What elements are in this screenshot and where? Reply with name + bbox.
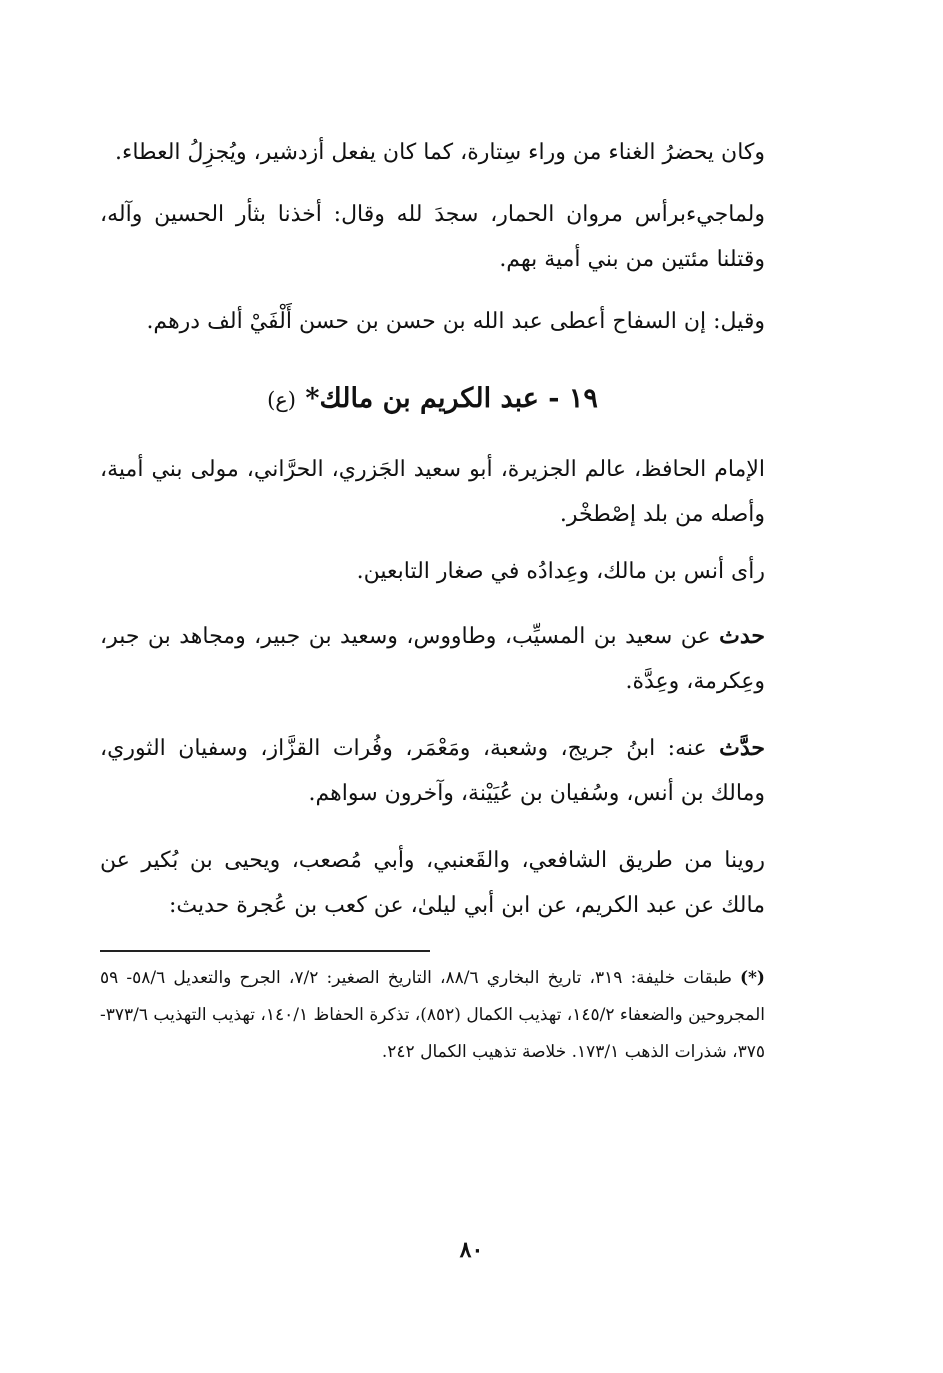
paragraph-saffah-gift (100, 299, 765, 344)
footnote-mark: (*) (740, 968, 765, 988)
paragraph-text: روينا من طريق الشافعي، والقَعنبي، وأبي مُصعب، ويحيى بن بُكير عن مالك عن عبد الكريم، عن ابن أبي ليلىٰ، عن كعب بن عُجرة حديث: (100, 848, 765, 918)
paragraph-marwan-head (100, 192, 765, 282)
footnote (100, 960, 765, 1071)
paragraph-text: عنه: ابنُ جريج، وشعبة، ومَعْمَر، وفُرات القزَّاز، وسفيان الثوري، ومالك بن أنس، وسُفيان بن عُيَيْنة، وآخرون سواهم. (100, 736, 765, 806)
paragraph-lead-word: حدَّث (719, 735, 765, 761)
paragraph-identity (100, 447, 765, 537)
footnote-text: طبقات خليفة: ٣١٩، تاريخ البخاري ٨٨/٦، التاريخ الصغير: ٧/٢، الجرح والتعديل ٥٨/٦- ٥٩ المجروحين والضعفاء ١٤٥/٢، تهذيب الكمال (٨٥٢)، تذكرة الحفاظ ١٤٠/١، تهذيب التهذيب ٣٧٣/٦- ٣٧٥، شذرات الذهب ١٧٣/١. خلاصة تذهيب الكمال ٢٤٢. (100, 968, 765, 1062)
page-number: ٨٠ (459, 1237, 484, 1263)
biography-title: ١٩ - عبد الكريم بن مالك* (305, 383, 598, 414)
paragraph-text: رأى أنس بن مالك، وعِدادُه في صغار التابعين. (356, 559, 765, 584)
paragraph-saw-anas (100, 549, 765, 594)
biography-heading (100, 374, 765, 425)
paragraph-riwaya (100, 838, 765, 928)
biography-tag: (ع) (267, 388, 296, 412)
paragraph-narrated-from (100, 614, 765, 704)
page-body (100, 130, 765, 1071)
paragraph-lead-word: حدث (719, 623, 765, 649)
paragraph-text: ولماجيءبرأس مروان الحمار، سجدَ لله وقال: أخذنا بثأر الحسين وآله، وقتلنا مئتين من بني أمية بهم. (100, 202, 765, 272)
paragraph-text: وقيل: إن السفاح أعطى عبد الله بن حسن بن حسن أَلْفَيْ ألف درهم. (146, 309, 765, 334)
paragraph-text: الإمام الحافظ، عالم الجزيرة، أبو سعيد الجَزري، الحرَّاني، مولى بني أمية، وأصله من بلد إصْطخْر. (100, 457, 765, 527)
paragraph-text: عن سعيد بن المسيِّب، وطاووس، وسعيد بن جبير، ومجاهد بن جبر، وعِكرمة، وعِدَّة. (100, 624, 765, 694)
paragraph-text: وكان يحضرُ الغناء من وراء سِتارة، كما كان يفعل أزدشير، ويُجزِلُ العطاء. (115, 140, 765, 165)
paragraph-music-and-gifts (100, 130, 765, 175)
paragraph-narrated-by (100, 726, 765, 816)
footnote-separator (100, 950, 430, 952)
